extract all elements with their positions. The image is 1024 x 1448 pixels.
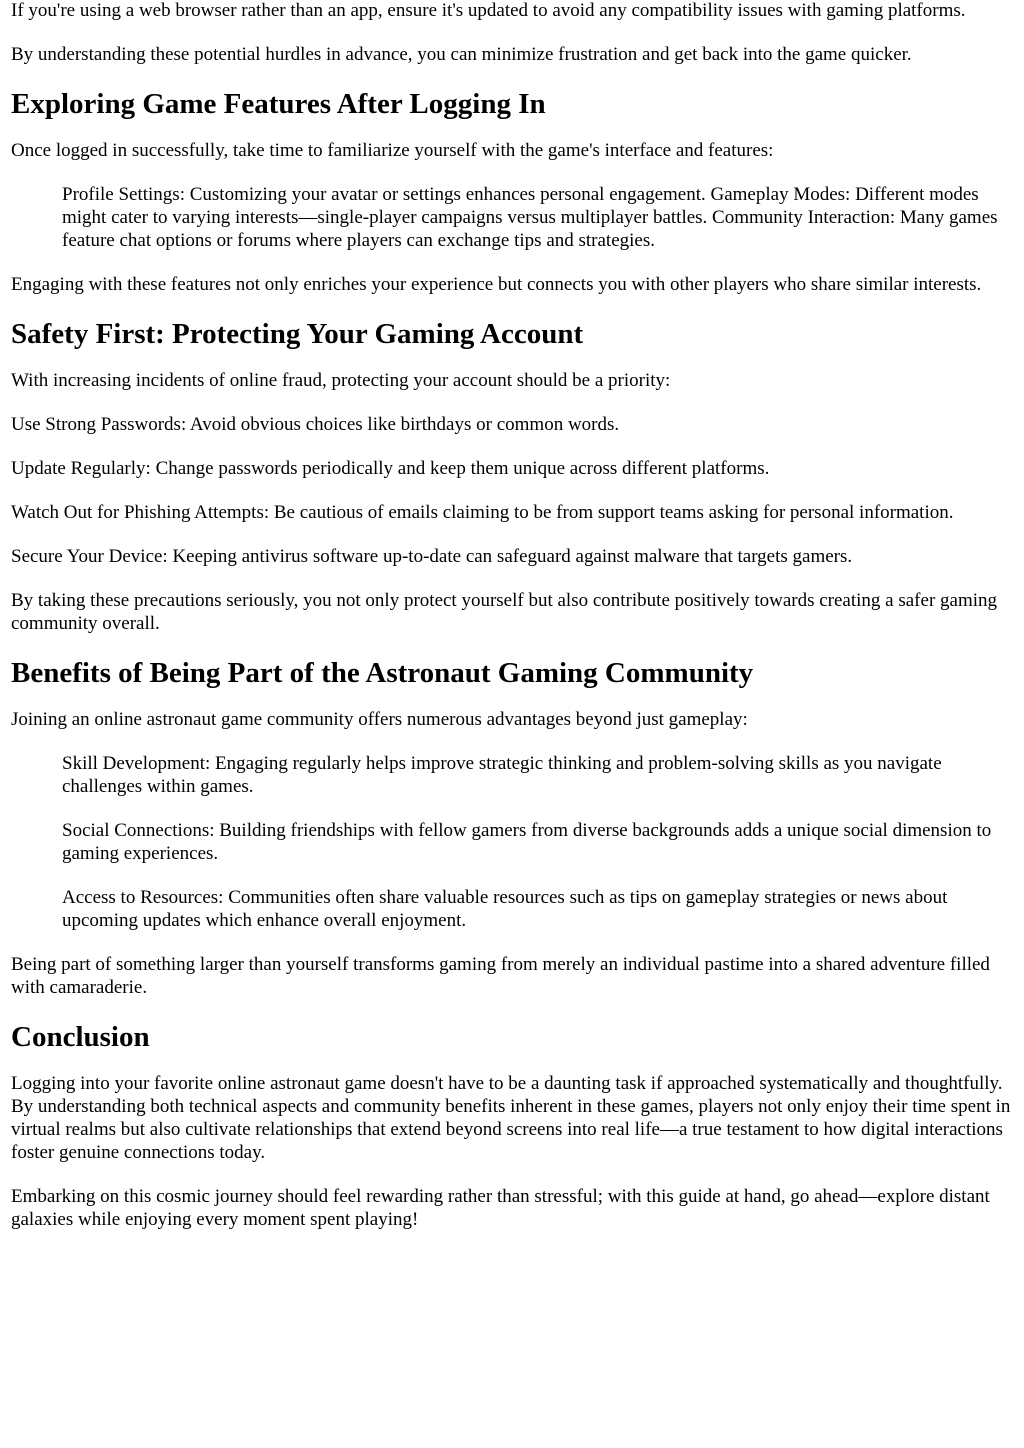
conclusion-paragraph: Logging into your favorite online astronaut game doesn't have to be a daunting task if approached systematically and thoughtfully. By understanding both technical aspects and community benefits inherent in these games, players not only enjoy their time spent in virtual realms but also cultivate relationships that extend beyond screens into real life—a true testament to how digital interactions foster genuine connections today. <box>11 1073 1011 1163</box>
safety-tip: Use Strong Passwords: Avoid obvious choices like birthdays or common words. <box>11 414 620 435</box>
section-conclusion <box>11 1020 1014 1231</box>
section-community-benefits <box>11 656 1014 999</box>
conclusion-paragraph: Embarking on this cosmic journey should feel rewarding rather than stressful; with this guide at hand, go ahead—explore distant galaxies while enjoying every moment spent playing! <box>11 1186 990 1230</box>
intro-paragraph: By understanding these potential hurdles in advance, you can minimize frustration and get back into the game quicker. <box>11 44 912 65</box>
benefit-item: Social Connections: Building friendships with fellow gamers from diverse backgrounds adds a unique social dimension to gaming experiences. <box>62 820 992 864</box>
safety-tip: Secure Your Device: Keeping antivirus software up-to-date can safeguard against malware that targets gamers. <box>11 546 853 567</box>
section-heading: Safety First: Protecting Your Gaming Account <box>11 318 584 350</box>
quote-paragraph: Profile Settings: Customizing your avatar or settings enhances personal engagement. Gameplay Modes: Different modes might cater to varying interests—single-player campaigns versus multiplayer battles. Community Interaction: Many games feature chat options or forums where players can exchange tips and strategies. <box>62 184 998 251</box>
section-closing: Engaging with these features not only enriches your experience but connects you with other players who share similar interests. <box>11 274 982 295</box>
section-account-safety <box>11 317 1014 635</box>
section-game-features <box>11 87 1014 296</box>
section-heading: Exploring Game Features After Logging In <box>11 88 546 120</box>
safety-tip: Watch Out for Phishing Attempts: Be cautious of emails claiming to be from support teams asking for personal information. <box>11 502 954 523</box>
section-closing: By taking these precautions seriously, you not only protect yourself but also contribute positively towards creating a safer gaming community overall. <box>11 590 998 634</box>
benefit-item: Access to Resources: Communities often share valuable resources such as tips on gameplay strategies or news about upcoming updates which enhance overall enjoyment. <box>62 887 948 931</box>
feature-list-quote <box>62 183 1014 252</box>
safety-tip: Update Regularly: Change passwords periodically and keep them unique across different platforms. <box>11 458 770 479</box>
section-lead: With increasing incidents of online fraud, protecting your account should be a priority: <box>11 370 671 391</box>
section-lead: Once logged in successfully, take time to familiarize yourself with the game's interface and features: <box>11 140 774 161</box>
intro-paragraph: If you're using a web browser rather than an app, ensure it's updated to avoid any compatibility issues with gaming platforms. <box>11 0 966 21</box>
section-lead: Joining an online astronaut game community offers numerous advantages beyond just gameplay: <box>11 709 748 730</box>
section-heading: Benefits of Being Part of the Astronaut Gaming Community <box>11 657 754 689</box>
benefits-quote <box>62 752 1014 932</box>
section-closing: Being part of something larger than yourself transforms gaming from merely an individual pastime into a shared adventure filled with camaraderie. <box>11 954 990 998</box>
section-heading: Conclusion <box>11 1021 150 1053</box>
benefit-item: Skill Development: Engaging regularly helps improve strategic thinking and problem-solving skills as you navigate challenges within games. <box>62 753 942 797</box>
